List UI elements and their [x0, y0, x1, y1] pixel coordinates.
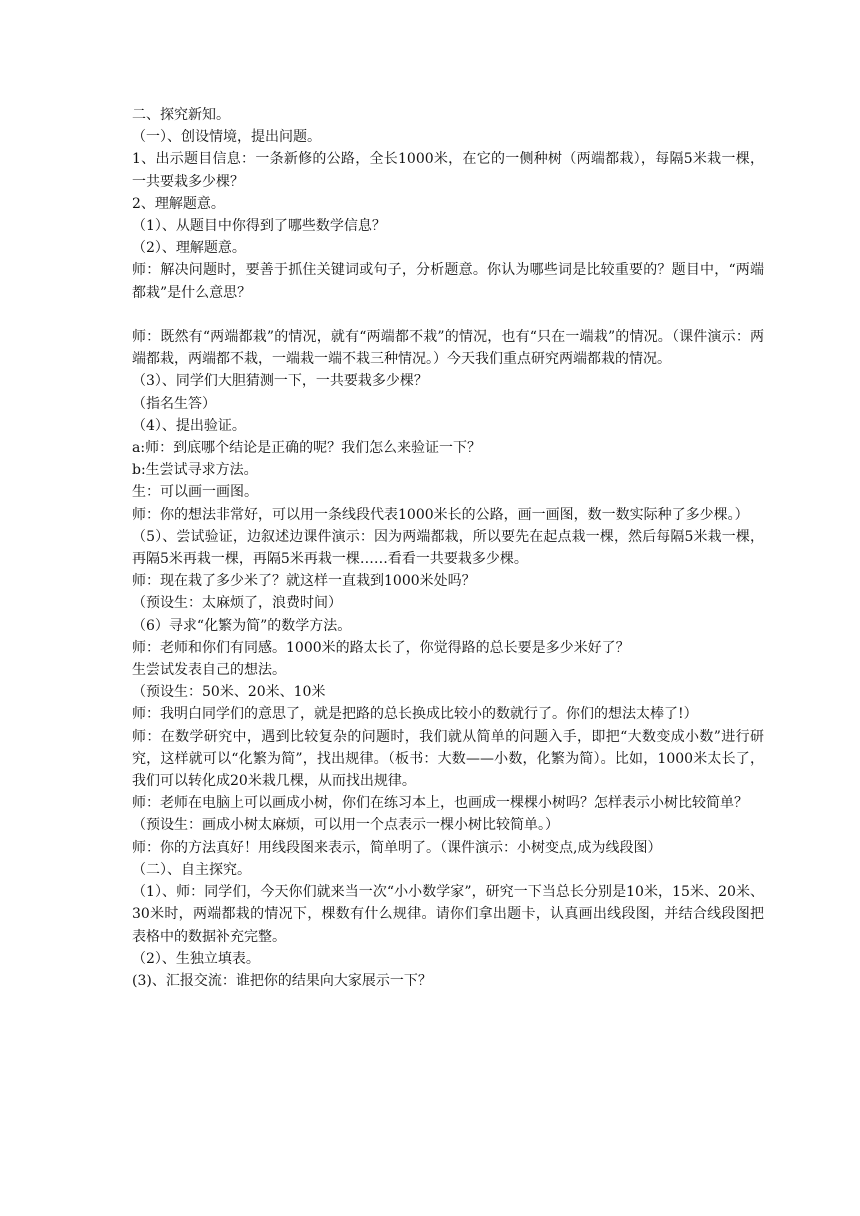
paragraph: 师：你的想法非常好，可以用一条线段代表1000米长的公路，画一画图，数一数实际种了多少棵。）: [132, 506, 749, 523]
section-heading: 二、探究新知。: [132, 107, 230, 123]
paragraph: (3)、汇报交流：谁把你的结果向大家展示一下？: [132, 972, 432, 989]
paragraph: （6）寻求“化繁为简”的数学方法。: [132, 617, 352, 634]
paragraph: 师：现在栽了多少米了？就这样一直栽到1000米处吗？: [132, 573, 476, 590]
paragraph: （3）、同学们大胆猜测一下，一共要栽多少棵？: [132, 373, 428, 390]
paragraph: （2）、生独立填表。: [132, 950, 260, 967]
paragraph: 师：老师在电脑上可以画成小树，你们在练习本上，也画成一棵棵小树吗？怎样表示小树比较简单？: [132, 795, 748, 812]
subsection-heading: （一）、创设情境，提出问题。: [132, 129, 321, 146]
paragraph: 2、理解题意。: [132, 195, 225, 212]
paragraph: （1）、从题目中你得到了哪些数学信息？: [132, 218, 386, 235]
paragraph: （5）、尝试验证，边叙述边课件演示：因为两端都栽，所以要先在起点栽一棵，然后每隔5米栽一棵，再隔5米再栽一棵，再隔5米再栽一棵……看看一共要栽多少棵。: [132, 528, 764, 568]
paragraph: 生尝试发表自己的想法。: [132, 662, 286, 679]
paragraph: 师：既然有“两端都栽”的情况，就有“两端都不栽”的情况，也有“只在一端栽”的情况。（课件演示：两端都栽，两端都不栽，一端栽一端不栽三种情况。）今天我们重点研究两端都栽的情况。: [132, 329, 764, 368]
paragraph: 1、出示题目信息：一条新修的公路，全长1000米，在它的一侧种树（两端都栽），每隔5米栽一棵，一共要栽多少棵？: [132, 151, 764, 190]
paragraph: （2）、理解题意。: [132, 240, 246, 257]
paragraph: 师：在数学研究中，遇到比较复杂的问题时，我们就从简单的问题入手，即把“大数变成小数”进行研究，这样就可以“化繁为简”，找出规律。（板书：大数——小数，化繁为简）。比如，1000米太长了，我们可以转化成20米栽几棵，从而找出规律。: [132, 728, 764, 790]
paragraph: （1）、师：同学们，今天你们就来当一次“小小数学家”，研究一下当总长分别是10米，15米、20米、30米时，两端都栽的情况下，棵数有什么规律。请你们拿出题卡，认真画出线段图，并结合线段图把表格中的数据补充完整。: [132, 884, 764, 945]
paragraph: 师：解决问题时，要善于抓住关键词或句子，分析题意。你认为哪些词是比较重要的？题目中，“两端都栽”是什么意思？: [132, 262, 764, 301]
paragraph: （4）、提出验证。: [132, 417, 246, 434]
subsection-heading: （二）、自主探究。: [132, 861, 251, 878]
paragraph: 师：我明白同学们的意思了，就是把路的总长换成比较小的数就行了。你们的想法太棒了!）: [132, 706, 698, 723]
paragraph: （指名生答）: [132, 395, 216, 412]
paragraph: （预设生：画成小树太麻烦，可以用一个点表示一棵小树比较简单。）: [132, 817, 559, 834]
paragraph: 生：可以画一画图。: [132, 484, 258, 501]
paragraph: （预设生：太麻烦了，浪费时间）: [132, 595, 342, 612]
paragraph: b:生尝试寻求方法。: [132, 462, 258, 479]
paragraph: 师：老师和你们有同感。1000米的路太长了，你觉得路的总长要是多少米好了？: [132, 639, 630, 656]
paragraph: 师：你的方法真好！用线段图来表示，简单明了。（课件演示：小树变点,成为线段图）: [132, 839, 662, 856]
paragraph: （预设生：50米、20米、10米: [132, 684, 326, 701]
paragraph: a:师：到底哪个结论是正确的呢？我们怎么来验证一下？: [132, 440, 482, 457]
blank-line: [132, 304, 764, 326]
